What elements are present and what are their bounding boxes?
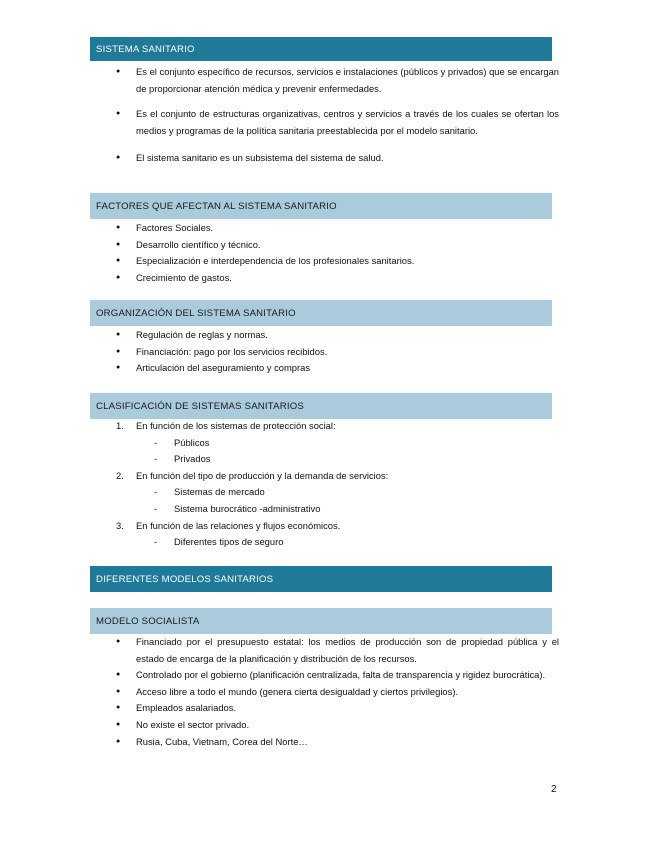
list-item: ● Articulación del aseguramiento y compras	[112, 360, 559, 377]
section-header-sistema-sanitario: SISTEMA SANITARIO	[90, 37, 552, 61]
section-body-factores	[112, 220, 559, 286]
section-header-factores: FACTORES QUE AFECTAN AL SISTEMA SANITARIO	[90, 193, 552, 219]
list-item: ● Acceso libre a todo el mundo (genera cierta desigualdad y ciertos privilegios).	[112, 684, 559, 701]
sub-item: - Diferentes tipos de seguro	[112, 534, 559, 551]
list-item: ● Rusia, Cuba, Vietnam, Corea del Norte…	[112, 734, 559, 751]
list-item: ● Financiación: pago por los servicios recibidos.	[112, 344, 559, 361]
list-item: ● No existe el sector privado.	[112, 717, 559, 734]
item-text: En función de los sistemas de protección social:	[136, 420, 336, 431]
item-number: 3.	[116, 519, 124, 531]
section-body-organizacion	[112, 327, 559, 377]
list-item: ● Es el conjunto de estructuras organizativas, centros y servicios a través de los cuales se ofertan los medios y programas de la política sanitaria preestablecida por el modelo sanitario.	[112, 106, 559, 139]
section-header-diferentes-modelos: DIFERENTES MODELOS SANITARIOS	[90, 566, 552, 592]
section-header-organizacion: ORGANIZACIÓN DEL SISTEMA SANITARIO	[90, 300, 552, 326]
sub-item: - Públicos	[112, 435, 559, 452]
sub-item: - Sistema burocrático -administrativo	[112, 501, 559, 518]
sub-item: - Privados	[112, 451, 559, 468]
list-item: ● Especialización e interdependencia de los profesionales sanitarios.	[112, 253, 559, 270]
page-number: 2	[551, 784, 557, 795]
list-item: ● El sistema sanitario es un subsistema del sistema de salud.	[112, 150, 559, 167]
list-item: ● Factores Sociales.	[112, 220, 559, 237]
item-text: En función del tipo de producción y la demanda de servicios:	[136, 469, 389, 481]
section-body-modelo-socialista	[112, 634, 559, 750]
item-number: 1.	[116, 420, 124, 431]
section-body-sistema-sanitario	[112, 64, 559, 167]
list-item: ● Desarrollo científico y técnico.	[112, 237, 559, 254]
list-item: ● Controlado por el gobierno (planificación centralizada, falta de transparencia y rigidez burocrática).	[112, 667, 559, 684]
item-text: En función de las relaciones y flujos económicos.	[136, 519, 341, 531]
item-number: 2.	[116, 469, 124, 481]
list-item: ● Es el conjunto específico de recursos, servicios e instalaciones (públicos y privados) que se encargan de proporcionar atención médica y prevenir enfermedades.	[112, 64, 559, 97]
numbered-item	[112, 418, 559, 435]
section-body-clasificacion	[112, 418, 559, 551]
list-item: ● Regulación de reglas y normas.	[112, 327, 559, 344]
list-item: ● Crecimiento de gastos.	[112, 270, 559, 287]
list-item: ● Financiado por el presupuesto estatal: los medios de producción son de propiedad pública y el estado de encarga de la planificación y distribución de los recursos.	[112, 634, 559, 667]
sub-item: - Sistemas de mercado	[112, 484, 559, 501]
numbered-item	[112, 518, 559, 535]
list-item: ● Empleados asalariados.	[112, 700, 559, 717]
section-header-clasificacion: CLASIFICACIÓN DE SISTEMAS SANITARIOS	[90, 393, 552, 419]
section-header-modelo-socialista: MODELO SOCIALISTA	[90, 608, 552, 634]
numbered-item	[112, 468, 559, 485]
